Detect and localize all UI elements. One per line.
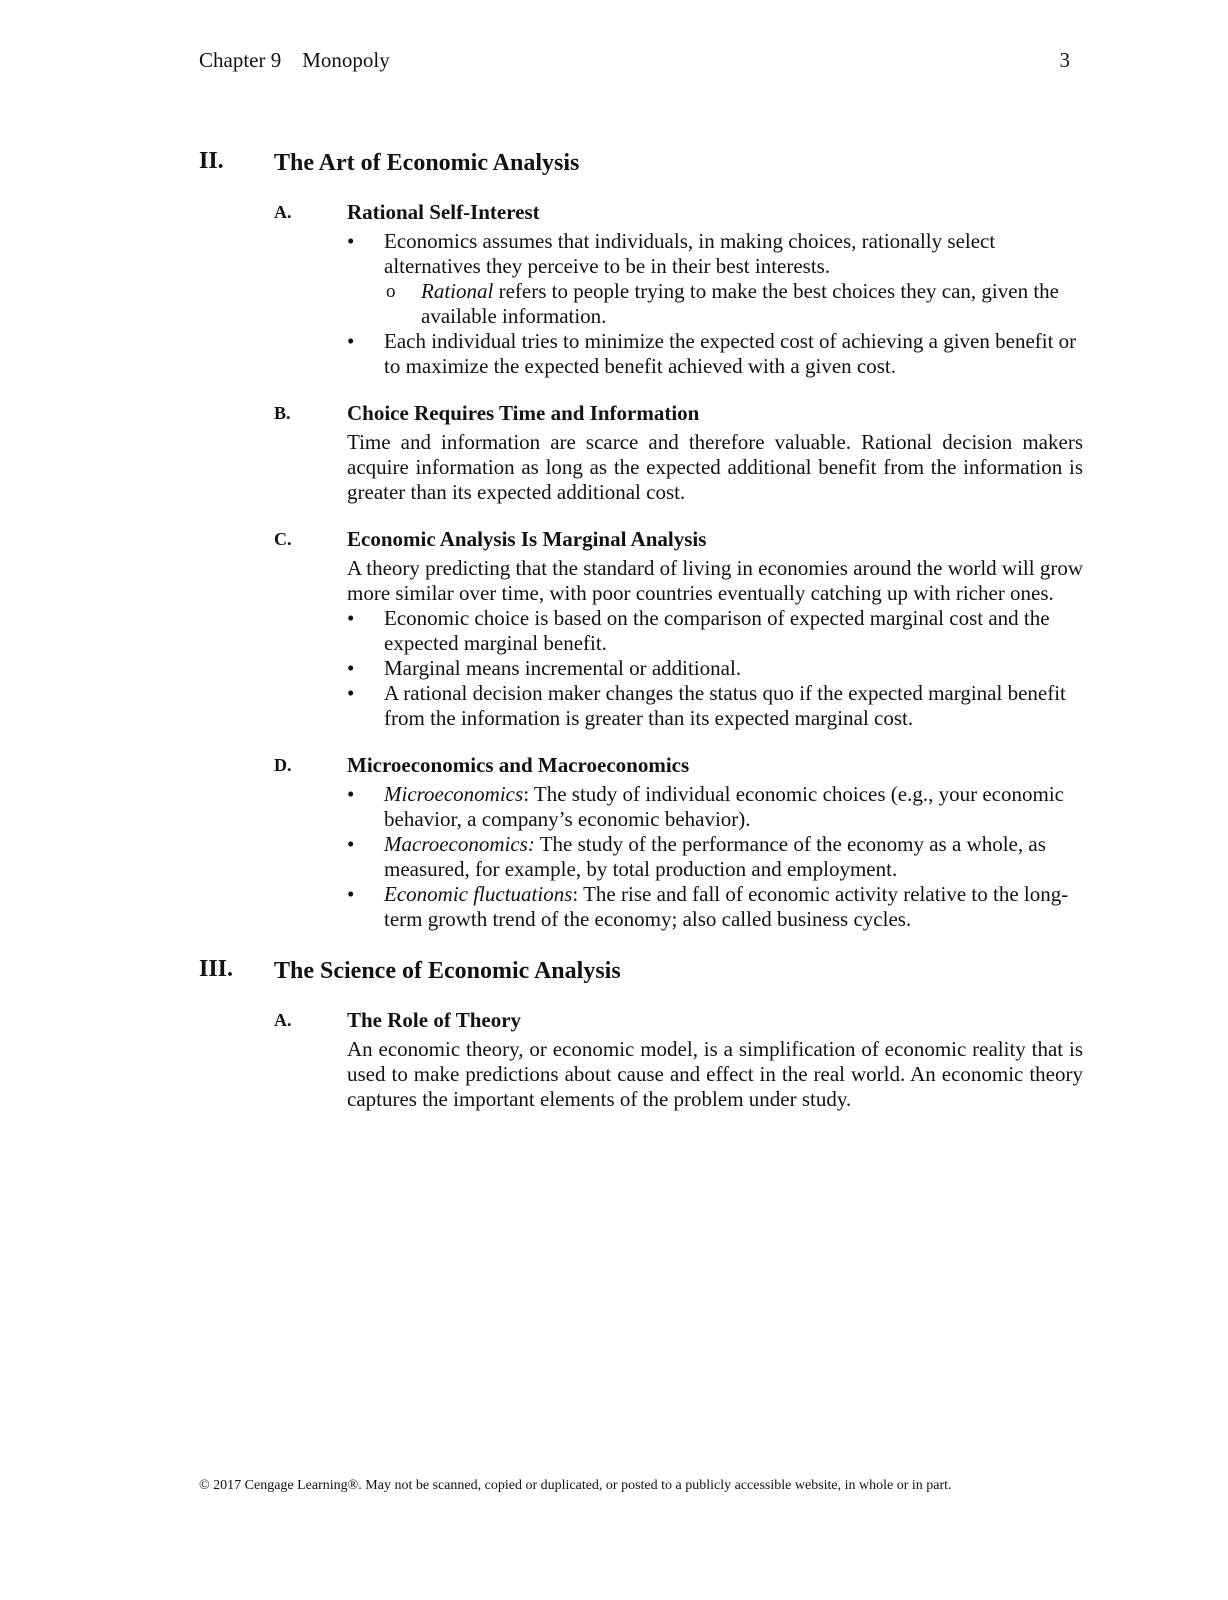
list-item: • Economic fluctuations: The rise and fall of economic activity relative to the long-term growth trend of the economy; also called business cycles. [347, 882, 1083, 932]
list-item: o Rational refers to people trying to make the best choices they can, given the available information. [384, 279, 1083, 329]
subsection-marginal-analysis [274, 527, 1084, 731]
section-number: II. [199, 148, 224, 174]
section-ii [199, 148, 1084, 932]
subsection-letter: D. [274, 755, 292, 775]
subsection-letter: A. [274, 202, 292, 222]
running-head [199, 48, 390, 73]
section-title: The Science of Economic Analysis [274, 958, 621, 984]
list-item: • Each individual tries to minimize the expected cost of achieving a given benefit or to maximize the expected benefit achieved with a given cost. [347, 329, 1083, 379]
subsection-micro-macro [274, 753, 1079, 932]
bullet-list [347, 229, 1083, 379]
subsection-title: Economic Analysis Is Marginal Analysis [347, 527, 707, 551]
bullet-list [347, 606, 1083, 731]
paragraph: An economic theory, or economic model, is a simplification of economic reality that is used to make predictions about cause and effect in the real world. An economic theory captures the important elements of the problem under study. [347, 1037, 1083, 1111]
copyright-footer: © 2017 Cengage Learning®. May not be scanned, copied or duplicated, or posted to a publicly accessible website, in whole or in part. [199, 1478, 952, 1493]
subsection-title: Choice Requires Time and Information [347, 401, 700, 425]
subsection-letter: A. [274, 1010, 292, 1030]
list-item: • Microeconomics: The study of individual economic choices (e.g., your economic behavior, a company’s economic behavior). [347, 782, 1083, 832]
list-item: • Economic choice is based on the comparison of expected marginal cost and the expected marginal benefit. [347, 606, 1083, 656]
paragraph: A theory predicting that the standard of living in economies around the world will grow more similar over time, with poor countries eventually catching up with richer ones. [347, 556, 1084, 605]
page-number: 3 [1059, 48, 1070, 72]
term: Microeconomics [384, 782, 524, 806]
list-item: • Economics assumes that individuals, in making choices, rationally select alternatives they perceive to be in their best interests. o Rational refers to people trying to make the best choices they can, given the available information. [347, 229, 1083, 329]
bullet-list [347, 782, 1083, 932]
subsection-letter: C. [274, 529, 292, 549]
chapter-label: Chapter 9 [199, 48, 282, 72]
list-item: • Marginal means incremental or additional. [347, 656, 1083, 681]
chapter-title: Monopoly [302, 48, 390, 72]
subsection-role-of-theory [274, 1008, 1083, 1112]
section-iii [199, 956, 1083, 1112]
subsection-rational-self-interest [274, 200, 1079, 379]
subsection-letter: B. [274, 403, 291, 423]
paragraph: Time and information are scarce and therefore valuable. Rational decision makers acquire information as long as the expected additional benefit from the information is greater than its expected additional cost. [347, 430, 1083, 504]
list-item: • A rational decision maker changes the status quo if the expected marginal benefit from the information is greater than its expected marginal cost. [347, 681, 1083, 731]
section-number: III. [199, 956, 234, 982]
subsection-title: Microeconomics and Macroeconomics [347, 753, 690, 777]
term: Macroeconomics: [384, 832, 535, 856]
subsection-title: The Role of Theory [347, 1008, 522, 1032]
list-item: • Macroeconomics: The study of the performance of the economy as a whole, as measured, for example, by total production and employment. [347, 832, 1083, 882]
document-body [199, 148, 1084, 1136]
sub-bullet-list [384, 279, 1083, 329]
term: Rational [421, 279, 494, 303]
section-title: The Art of Economic Analysis [274, 150, 580, 176]
subsection-choice-requires-time [274, 401, 1083, 505]
subsection-title: Rational Self-Interest [347, 200, 540, 224]
term: Economic fluctuations [384, 882, 573, 906]
